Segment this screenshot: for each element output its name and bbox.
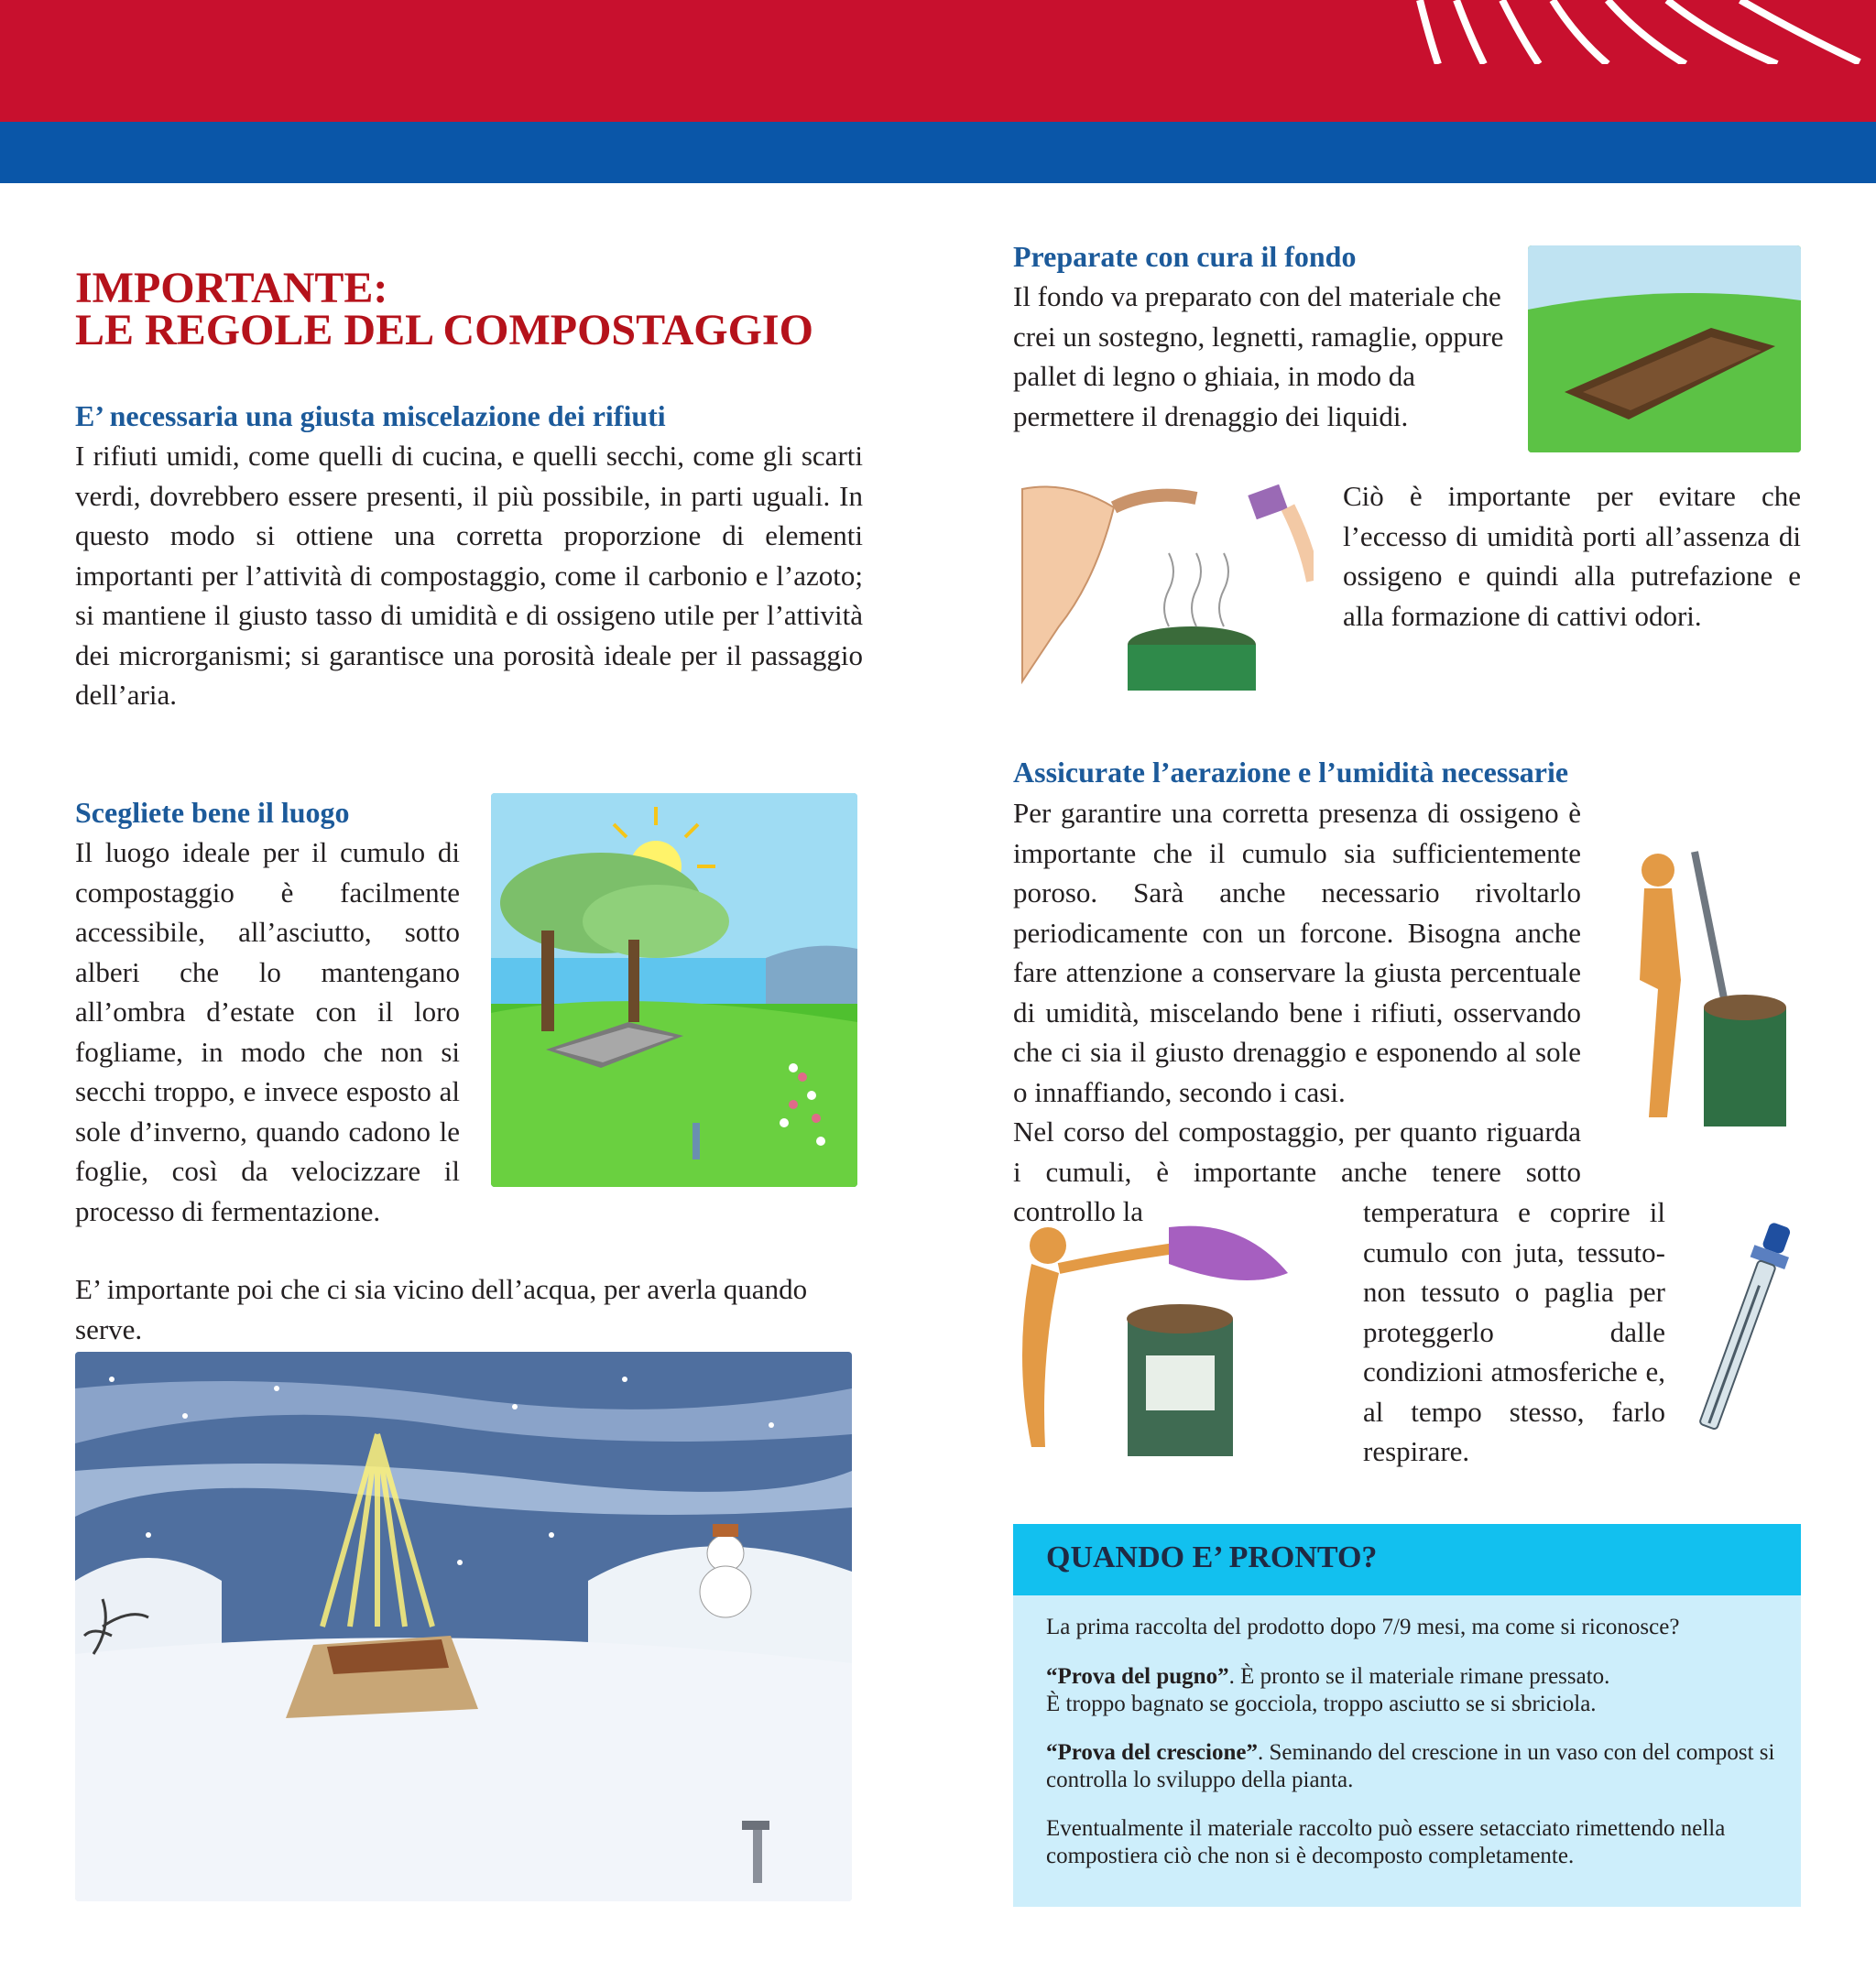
page-title-line2: LE REGOLE DEL COMPOSTAGGIO — [75, 306, 813, 354]
summer-landscape-illustration — [491, 793, 857, 1187]
header-stripes-decoration — [1411, 0, 1876, 64]
text-fondo-umidita: Ciò è importante per evitare che l’eccesso di umidità porti all’assenza di ossigeno e quindi alla putrefazione e alla formazione di cattivi odori. — [1343, 480, 1801, 632]
header-blue-band — [0, 122, 1876, 183]
ready-pugno-text2: È troppo bagnato se gocciola, troppo asciutto se si sbriciola. — [1046, 1692, 1597, 1716]
trench-illustration — [1528, 245, 1801, 452]
ready-pugno-text: . È pronto se il materiale rimane pressato. — [1228, 1664, 1610, 1689]
smelly-bin-illustration — [1013, 471, 1314, 691]
ready-crescione-label: “Prova del crescione” — [1046, 1740, 1258, 1765]
text-aerazione-controllo-a-content: Nel corso del compostaggio, per quanto riguarda i cumuli, è importante anche tenere sotto controllo la — [1013, 1116, 1581, 1227]
ready-title: QUANDO E’ PRONTO? — [1046, 1540, 1378, 1574]
ready-section-header — [1013, 1524, 1801, 1595]
text-aerazione-copertura: temperatura e coprire il cumulo con juta, tessuto-non tessuto o paglia per proteggerlo dalle condizioni atmosferiche e, al tempo stesso, farlo respirare. — [1363, 1196, 1665, 1467]
ready-crescione — [1046, 1739, 1779, 1794]
ready-pugno — [1046, 1663, 1779, 1718]
text-luogo-acqua: E’ importante poi che ci sia vicino dell’acqua, per averla quando serve. — [75, 1273, 808, 1345]
heading-luogo: Scegliete bene il luogo — [75, 796, 350, 829]
heading-miscelazione: E’ necessaria una giusta miscelazione dei rifiuti — [75, 399, 666, 432]
heading-fondo: Preparate con cura il fondo — [1013, 240, 1357, 273]
text-aerazione: Per garantire una corretta presenza di ossigeno è importante che il cumulo sia sufficientemente poroso. Sarà anche necessario rivoltarlo periodicamente con un forcone. Bisogna anche fare attenzione a conservare la giusta percentuale di umidità, miscelando bene i rifiuti, osservando che ci sia il giusto drenaggio e esponendo al sole o innaffiando, secondo i casi. — [1013, 797, 1581, 1108]
text-luogo: Il luogo ideale per il cumulo di compostaggio è facilmente accessibile, all’asciutto, sotto alberi che lo mantengano all’ombra d’estate con il loro fogliame, in modo che non si secchi troppo, e invece esposto al sole d’inverno, quando cadono le foglie, così da velocizzare il processo di fermentazione. — [75, 836, 460, 1227]
text-miscelazione: I rifiuti umidi, come quelli di cucina, e quelli secchi, come gli scarti verdi, dovrebbero essere presenti, il più possibile, in parti uguali. In questo modo si ottiene una corretta proporzione di elementi importanti per l’attività di compostaggio, come il carbonio e l’azoto; si mantiene il giusto tasso di umidità e di ossigeno utile per l’attività dei microrganismi; si garantisce una porosità ideale per il passaggio dell’aria. — [75, 440, 863, 711]
covering-bin-illustration — [1013, 1218, 1334, 1456]
winter-landscape-illustration — [75, 1352, 852, 1901]
ready-intro: La prima raccolta del prodotto dopo 7/9 mesi, ma come si riconosce? — [1046, 1615, 1680, 1639]
ready-final: Eventualmente il materiale raccolto può essere setacciato rimettendo nella compostiera ciò che non si è decomposto completamente. — [1046, 1816, 1726, 1868]
thermometer-icon — [1685, 1209, 1795, 1465]
ready-crescione-text: . Seminando del crescione in un vaso con del compost si controlla lo sviluppo della pianta. — [1046, 1740, 1775, 1792]
ready-pugno-label: “Prova del pugno” — [1046, 1664, 1229, 1689]
page-title-line1: IMPORTANTE: — [75, 264, 388, 312]
heading-aerazione: Assicurate l’aerazione e l’umidità necessarie — [1013, 756, 1569, 789]
text-fondo: Il fondo va preparato con del materiale che crei un sostegno, legnetti, ramaglie, oppure pallet di legno o ghiaia, in modo da permettere il drenaggio dei liquidi. — [1013, 280, 1504, 432]
person-turning-compost-illustration — [1603, 843, 1801, 1136]
ready-section-box — [1013, 1595, 1801, 1907]
page-title — [75, 264, 900, 354]
